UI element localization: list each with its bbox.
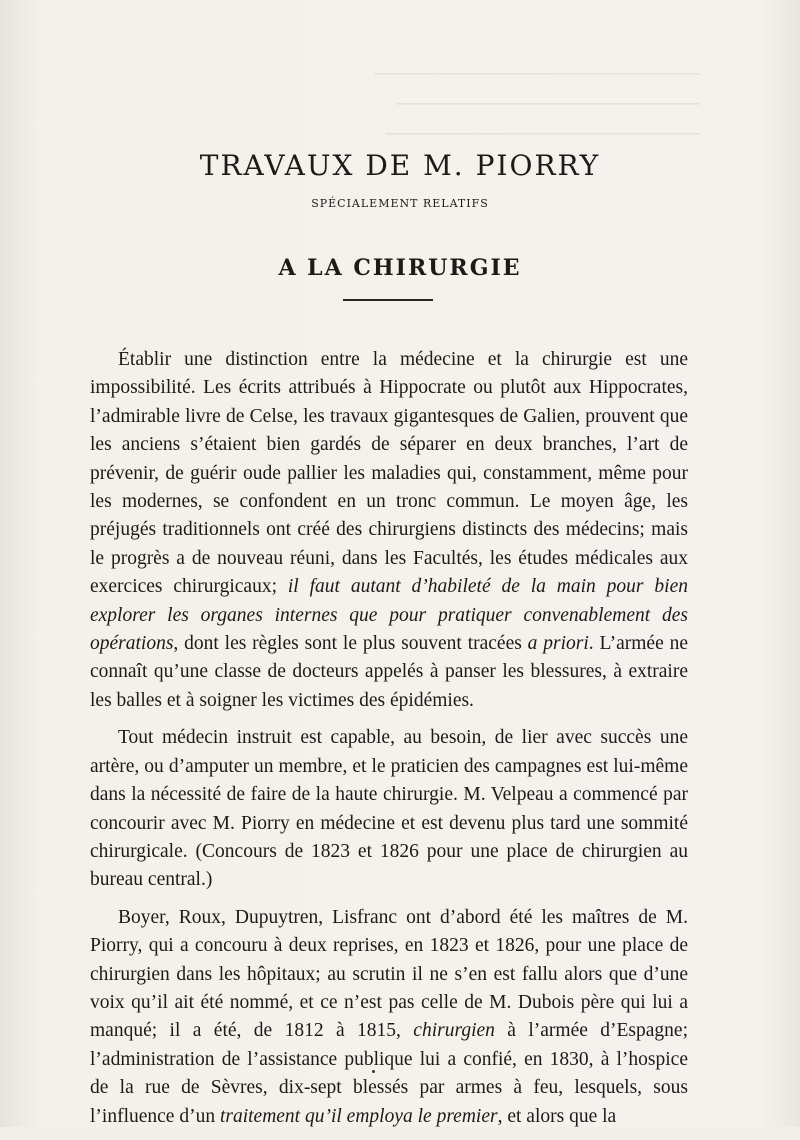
paragraph-3-text-b: à l’armée d’Espagne; l’administration de l’assistance publique lui a confié, en 1830, à l’hospice de la rue de Sèvres, dix-sept blessés par armes à feu, lesquels, sous l’influence d’un	[90, 1020, 688, 1127]
page-title: TRAVAUX DE M. PIORRY	[199, 148, 601, 182]
paragraph-1-italic-a: il faut autant d’habileté de la main pour bien explorer les organes internes que pour pratiquer convenablement des opérations	[90, 576, 688, 655]
paragraph-1-italic-b: a priori	[527, 633, 589, 655]
paragraph-3-text-c: , et alors que la	[497, 1105, 617, 1127]
paragraph-3-italic-a: chirurgien	[413, 1020, 495, 1042]
page-subtitle: SPÉCIALEMENT RELATIFS	[311, 197, 489, 210]
paragraph-3	[90, 904, 688, 1131]
paragraph-1-text-a: Établir une distinction entre la médecine et la chirurgie est une impossibilité. Les écrits attribués à Hippocrate ou plutôt aux Hippocrates, l’admirable livre de Celse, les travaux gigantesques de Galien, prouvent que les anciens s’étaient bien gardés de séparer en deux branches, l’art de prévenir, de guérir oude pallier les maladies qui, constamment, même pour les modernes, se confondent en un tronc commun. Le moyen âge, les préjugés traditionnels ont créé des chirurgiens distincts des médecins; mais le progrès a de nouveau réuni, dans les Facultés, les études médicales aux exercices chirurgicaux;	[90, 349, 688, 598]
paragraph-3-text-a: Boyer, Roux, Dupuytren, Lisfranc ont d’abord été les maîtres de M. Piorry, qui a concouru à deux reprises, en 1823 et 1826, pour une place de chirurgien dans les hôpitaux; au scrutin il ne s’en est fallu alors que d’une voix qu’il ait été nommé, et ce n’est pas celle de M. Dubois père qui lui a manqué; il a été, de 1812 à 1815,	[90, 906, 688, 1042]
page-dot	[372, 1070, 375, 1073]
body-text	[90, 346, 688, 1140]
bleed-through-texture: ────────────────────────────── ──────────────────────────── ─────────────────────────────	[374, 64, 700, 145]
title-rule	[343, 299, 433, 301]
section-title: A LA CHIRURGIE	[278, 255, 522, 282]
paragraph-1-text-c: . L’armée ne connaît qu’une classe de docteurs appelés à panser les blessures, à extraire les balles et à soigner les victimes des épidémies.	[90, 633, 688, 711]
paragraph-1	[90, 346, 688, 715]
paragraph-2: Tout médecin instruit est capable, au besoin, de lier avec succès une artère, ou d’amputer un membre, et le praticien des campagnes est lui-même dans la nécessité de faire de la haute chirurgie. M. Velpeau a commencé par concourir avec M. Piorry en médecine et est devenu plus tard une sommité chirurgicale. (Concours de 1823 et 1826 pour une place de chirurgien au bureau central.)	[90, 727, 688, 891]
paragraph-1-text-b: , dont les règles sont le plus souvent tracées	[173, 633, 528, 655]
paragraph-3-italic-b: traitement qu’il employa le premier	[219, 1105, 498, 1127]
